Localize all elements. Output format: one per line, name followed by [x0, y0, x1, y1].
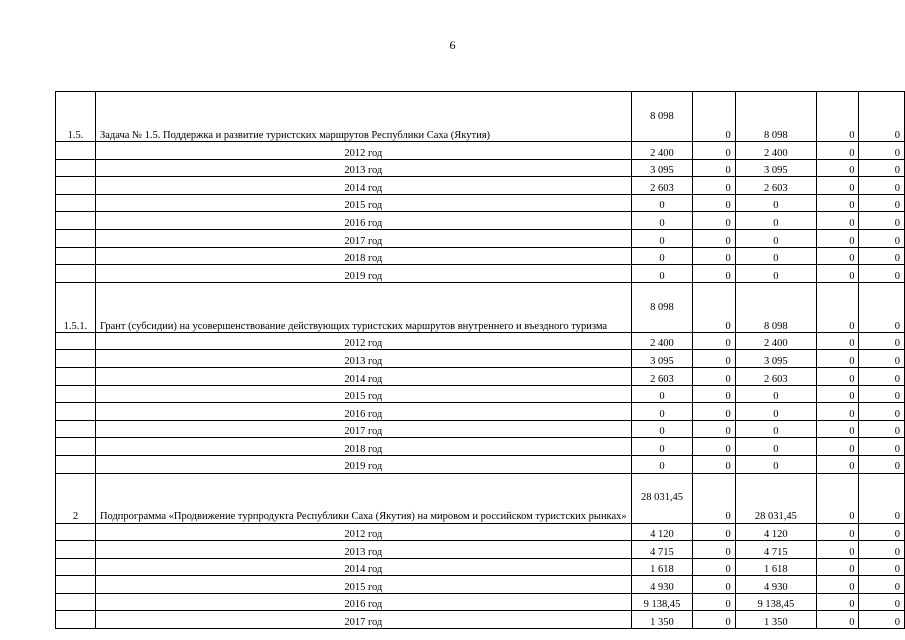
year-value-source-1: 0 — [693, 142, 735, 160]
year-label: 2018 год — [95, 438, 631, 456]
year-label: 2012 год — [95, 523, 631, 541]
year-value-source-2: 4 120 — [735, 523, 816, 541]
budget-table-body — [56, 92, 905, 629]
year-row — [56, 159, 905, 177]
empty-number-cell — [56, 247, 96, 265]
year-value-source-4: 0 — [859, 455, 905, 473]
year-value-source-3: 0 — [816, 194, 858, 212]
year-row — [56, 403, 905, 421]
empty-number-cell — [56, 350, 96, 368]
year-value-source-2: 1 618 — [735, 558, 816, 576]
section-header-row — [56, 282, 905, 332]
year-value-source-4: 0 — [859, 611, 905, 629]
year-value-source-4: 0 — [859, 576, 905, 594]
year-row — [56, 420, 905, 438]
year-row — [56, 350, 905, 368]
section-total: 8 098 — [631, 282, 693, 332]
year-value-source-4: 0 — [859, 265, 905, 283]
year-value-source-3: 0 — [816, 367, 858, 385]
section-number: 1.5. — [56, 92, 96, 142]
year-row — [56, 576, 905, 594]
section-value-source-2: 8 098 — [735, 92, 816, 142]
year-row — [56, 593, 905, 611]
year-label: 2017 год — [95, 229, 631, 247]
year-value-source-4: 0 — [859, 229, 905, 247]
year-row — [56, 541, 905, 559]
year-value-source-4: 0 — [859, 350, 905, 368]
year-label: 2014 год — [95, 367, 631, 385]
section-value-source-4: 0 — [859, 473, 905, 523]
year-label: 2015 год — [95, 576, 631, 594]
year-total: 4 120 — [631, 523, 693, 541]
empty-number-cell — [56, 420, 96, 438]
year-label: 2015 год — [95, 194, 631, 212]
empty-number-cell — [56, 455, 96, 473]
year-label: 2013 год — [95, 159, 631, 177]
empty-number-cell — [56, 212, 96, 230]
year-row — [56, 332, 905, 350]
year-row — [56, 247, 905, 265]
year-total: 0 — [631, 247, 693, 265]
empty-number-cell — [56, 142, 96, 160]
year-value-source-1: 0 — [693, 350, 735, 368]
section-title: Подпрограмма «Продвижение турпродукта Республики Саха (Якутия) на мировом и российском туристских рынках» — [95, 473, 631, 523]
year-total: 4 715 — [631, 541, 693, 559]
year-value-source-1: 0 — [693, 194, 735, 212]
year-row — [56, 229, 905, 247]
year-total: 2 603 — [631, 367, 693, 385]
year-row — [56, 558, 905, 576]
year-value-source-1: 0 — [693, 420, 735, 438]
year-value-source-4: 0 — [859, 523, 905, 541]
year-label: 2014 год — [95, 558, 631, 576]
year-value-source-3: 0 — [816, 403, 858, 421]
year-row — [56, 455, 905, 473]
year-value-source-4: 0 — [859, 367, 905, 385]
empty-number-cell — [56, 385, 96, 403]
year-value-source-3: 0 — [816, 438, 858, 456]
empty-number-cell — [56, 159, 96, 177]
year-value-source-4: 0 — [859, 593, 905, 611]
empty-number-cell — [56, 611, 96, 629]
section-value-source-3: 0 — [816, 92, 858, 142]
year-label: 2017 год — [95, 611, 631, 629]
year-value-source-2: 9 138,45 — [735, 593, 816, 611]
year-label: 2013 год — [95, 541, 631, 559]
year-label: 2015 год — [95, 385, 631, 403]
year-value-source-4: 0 — [859, 142, 905, 160]
year-value-source-3: 0 — [816, 229, 858, 247]
section-header-row — [56, 92, 905, 142]
year-row — [56, 142, 905, 160]
year-value-source-2: 0 — [735, 403, 816, 421]
year-value-source-1: 0 — [693, 558, 735, 576]
section-value-source-1: 0 — [693, 473, 735, 523]
year-value-source-3: 0 — [816, 523, 858, 541]
year-value-source-1: 0 — [693, 332, 735, 350]
section-value-source-1: 0 — [693, 282, 735, 332]
year-value-source-3: 0 — [816, 265, 858, 283]
year-value-source-1: 0 — [693, 159, 735, 177]
year-value-source-2: 0 — [735, 212, 816, 230]
year-value-source-2: 4 715 — [735, 541, 816, 559]
year-value-source-3: 0 — [816, 350, 858, 368]
year-label: 2013 год — [95, 350, 631, 368]
empty-number-cell — [56, 558, 96, 576]
year-label: 2012 год — [95, 142, 631, 160]
section-title: Задача № 1.5. Поддержка и развитие туристских маршрутов Республики Саха (Якутия) — [95, 92, 631, 142]
year-value-source-1: 0 — [693, 229, 735, 247]
year-value-source-3: 0 — [816, 593, 858, 611]
year-value-source-3: 0 — [816, 332, 858, 350]
year-value-source-3: 0 — [816, 247, 858, 265]
year-total: 0 — [631, 385, 693, 403]
year-value-source-1: 0 — [693, 523, 735, 541]
year-value-source-2: 0 — [735, 194, 816, 212]
empty-number-cell — [56, 332, 96, 350]
year-value-source-1: 0 — [693, 367, 735, 385]
year-value-source-2: 1 350 — [735, 611, 816, 629]
year-value-source-4: 0 — [859, 194, 905, 212]
year-value-source-3: 0 — [816, 576, 858, 594]
year-value-source-2: 2 603 — [735, 177, 816, 195]
year-total: 0 — [631, 194, 693, 212]
empty-number-cell — [56, 177, 96, 195]
year-row — [56, 177, 905, 195]
year-value-source-1: 0 — [693, 611, 735, 629]
section-value-source-2: 8 098 — [735, 282, 816, 332]
year-row — [56, 385, 905, 403]
year-value-source-3: 0 — [816, 142, 858, 160]
year-label: 2016 год — [95, 212, 631, 230]
empty-number-cell — [56, 265, 96, 283]
section-value-source-1: 0 — [693, 92, 735, 142]
year-value-source-2: 0 — [735, 455, 816, 473]
year-value-source-4: 0 — [859, 420, 905, 438]
section-value-source-3: 0 — [816, 473, 858, 523]
year-total: 2 400 — [631, 332, 693, 350]
year-total: 0 — [631, 212, 693, 230]
year-row — [56, 438, 905, 456]
year-total: 0 — [631, 265, 693, 283]
year-value-source-1: 0 — [693, 455, 735, 473]
page-number: 6 — [449, 38, 456, 52]
year-value-source-1: 0 — [693, 385, 735, 403]
year-value-source-2: 0 — [735, 420, 816, 438]
year-total: 0 — [631, 229, 693, 247]
year-row — [56, 523, 905, 541]
year-value-source-3: 0 — [816, 541, 858, 559]
year-value-source-2: 0 — [735, 438, 816, 456]
year-value-source-3: 0 — [816, 159, 858, 177]
empty-number-cell — [56, 523, 96, 541]
year-value-source-4: 0 — [859, 385, 905, 403]
year-value-source-1: 0 — [693, 177, 735, 195]
year-value-source-4: 0 — [859, 558, 905, 576]
empty-number-cell — [56, 438, 96, 456]
year-label: 2019 год — [95, 455, 631, 473]
year-total: 0 — [631, 403, 693, 421]
empty-number-cell — [56, 576, 96, 594]
year-total: 1 618 — [631, 558, 693, 576]
year-label: 2012 год — [95, 332, 631, 350]
year-total: 2 603 — [631, 177, 693, 195]
year-row — [56, 367, 905, 385]
year-total: 2 400 — [631, 142, 693, 160]
year-value-source-2: 0 — [735, 229, 816, 247]
year-value-source-1: 0 — [693, 212, 735, 230]
year-total: 1 350 — [631, 611, 693, 629]
year-value-source-3: 0 — [816, 420, 858, 438]
year-value-source-1: 0 — [693, 438, 735, 456]
section-value-source-4: 0 — [859, 92, 905, 142]
year-row — [56, 611, 905, 629]
year-row — [56, 265, 905, 283]
year-value-source-1: 0 — [693, 593, 735, 611]
year-value-source-3: 0 — [816, 455, 858, 473]
year-value-source-1: 0 — [693, 403, 735, 421]
year-value-source-2: 3 095 — [735, 350, 816, 368]
year-value-source-4: 0 — [859, 332, 905, 350]
year-value-source-4: 0 — [859, 403, 905, 421]
year-total: 0 — [631, 438, 693, 456]
section-total: 8 098 — [631, 92, 693, 142]
year-value-source-4: 0 — [859, 541, 905, 559]
budget-table — [55, 91, 905, 629]
year-value-source-3: 0 — [816, 558, 858, 576]
empty-number-cell — [56, 541, 96, 559]
year-label: 2017 год — [95, 420, 631, 438]
year-total: 0 — [631, 420, 693, 438]
empty-number-cell — [56, 194, 96, 212]
year-row — [56, 194, 905, 212]
section-header-row — [56, 473, 905, 523]
year-row — [56, 212, 905, 230]
year-label: 2016 год — [95, 403, 631, 421]
year-value-source-3: 0 — [816, 611, 858, 629]
year-value-source-3: 0 — [816, 212, 858, 230]
section-value-source-4: 0 — [859, 282, 905, 332]
year-value-source-4: 0 — [859, 159, 905, 177]
year-label: 2016 год — [95, 593, 631, 611]
year-total: 0 — [631, 455, 693, 473]
year-value-source-2: 2 400 — [735, 142, 816, 160]
section-number: 1.5.1. — [56, 282, 96, 332]
year-total: 3 095 — [631, 350, 693, 368]
year-value-source-2: 0 — [735, 385, 816, 403]
year-value-source-2: 3 095 — [735, 159, 816, 177]
year-value-source-1: 0 — [693, 265, 735, 283]
section-value-source-3: 0 — [816, 282, 858, 332]
empty-number-cell — [56, 367, 96, 385]
year-value-source-3: 0 — [816, 385, 858, 403]
year-value-source-2: 0 — [735, 247, 816, 265]
year-total: 3 095 — [631, 159, 693, 177]
year-value-source-2: 0 — [735, 265, 816, 283]
year-value-source-1: 0 — [693, 576, 735, 594]
year-total: 9 138,45 — [631, 593, 693, 611]
year-value-source-2: 2 603 — [735, 367, 816, 385]
year-value-source-2: 2 400 — [735, 332, 816, 350]
year-total: 4 930 — [631, 576, 693, 594]
year-value-source-4: 0 — [859, 438, 905, 456]
year-value-source-4: 0 — [859, 177, 905, 195]
empty-number-cell — [56, 403, 96, 421]
section-title: Грант (субсидии) на усовершенствование действующих туристских маршрутов внутреннего и въездного туризма — [95, 282, 631, 332]
section-value-source-2: 28 031,45 — [735, 473, 816, 523]
year-value-source-4: 0 — [859, 212, 905, 230]
year-value-source-3: 0 — [816, 177, 858, 195]
year-value-source-1: 0 — [693, 247, 735, 265]
year-value-source-1: 0 — [693, 541, 735, 559]
year-label: 2018 год — [95, 247, 631, 265]
year-label: 2014 год — [95, 177, 631, 195]
year-value-source-2: 4 930 — [735, 576, 816, 594]
section-number: 2 — [56, 473, 96, 523]
section-total: 28 031,45 — [631, 473, 693, 523]
empty-number-cell — [56, 229, 96, 247]
year-value-source-4: 0 — [859, 247, 905, 265]
year-label: 2019 год — [95, 265, 631, 283]
empty-number-cell — [56, 593, 96, 611]
